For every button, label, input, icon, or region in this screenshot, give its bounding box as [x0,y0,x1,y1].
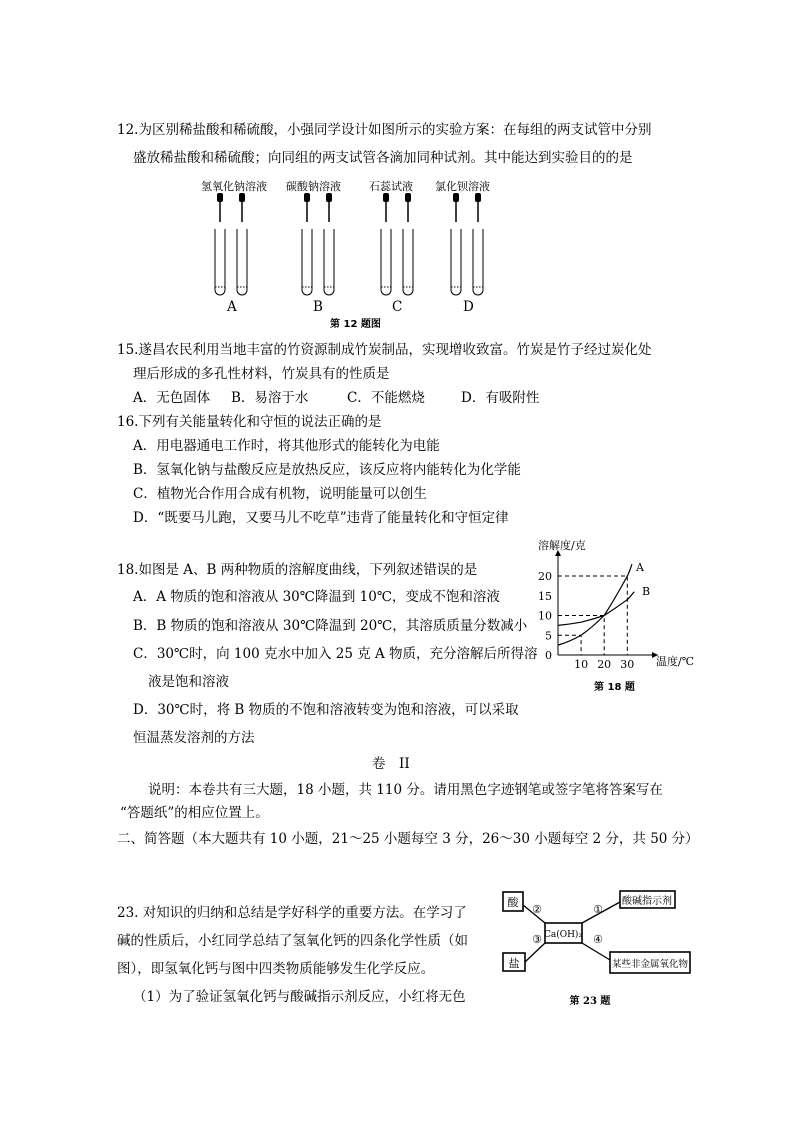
reagent-label: 石蕊试液 [369,180,413,193]
y-axis-label: 溶解度/克 [538,539,586,552]
q15-option: D．有吸附性 [461,390,540,406]
section-note: 说明：本卷共有三大题，18 小题，共 110 分。请用黑色字迹钢笔或签字笔将答案写在 [148,782,663,798]
q23-line: 图），即氢氧化钙与图中四类物质能够发生化学反应。 [117,961,435,977]
reagent-label: 氢氧化钠溶液 [201,180,267,193]
indicator-label: 酸碱指示剂 [622,896,672,907]
q18-stem: 18.如图是 A、B 两种物质的溶解度曲线，下列叙述错误的是 [117,562,478,578]
q16-option: D．“既要马儿跑，又要马儿不吃草”违背了能量转化和守恒定律 [133,510,509,526]
y-tick-label: 15 [538,589,552,603]
y-tick-label: 20 [538,570,552,583]
q18-option-d: D．30℃时，将 B 物质的不饱和溶液转变为饱和溶液，可以采取 [133,702,519,718]
marker-4: ④ [593,933,603,946]
section-title: 卷 II [372,756,410,772]
y-tick-label: 0 [545,649,552,662]
q23-line: 23. 对知识的归纳和总结是学好科学的重要方法。在学习了 [117,905,467,921]
marker-1: ① [593,903,603,916]
marker-3: ③ [532,933,542,946]
q18-option-d-cont: 恒温蒸发溶剂的方法 [133,730,255,746]
oxide-label: 某些非金属氧化物 [611,959,689,970]
q15-option: A．无色固体 [133,390,211,406]
x-tick-label: 10 [574,658,589,671]
section-note: “答题纸”的相应位置上。 [120,805,269,821]
q16-option: A．用电器通电工作时，将其他形式的能转化为电能 [133,438,440,454]
salt-label: 盐 [508,957,520,970]
group-letter: A [227,299,237,315]
y-tick-label: 5 [545,629,552,643]
q12-line2: 盛放稀盐酸和稀硫酸；向同组的两支试管各滴加同种试剂。其中能达到实验目的的是 [133,150,633,166]
x-tick-label: 30 [620,658,635,671]
curve-label-b: B [642,585,651,598]
figure-caption: 第 18 题 [594,682,635,693]
curve-label-a: A [636,561,644,574]
group-letter: B [313,299,323,315]
q18-option-c: C．30℃时，向 100 克水中加入 25 克 A 物质，充分溶解后所得溶 [133,646,538,662]
q15-line1: 15.遂昌农民利用当地丰富的竹资源制成竹炭制品，实现增收致富。竹炭是竹子经过炭化处 [117,342,652,358]
q15-line2: 理后形成的多孔性材料，竹炭具有的性质是 [133,366,390,382]
figure-caption: 第 12 题图 [330,319,381,330]
q18-option-a: A．A 物质的饱和溶液从 30℃降温到 10℃，变成不饱和溶液 [133,589,500,605]
q16-option: B．氢氧化钠与盐酸反应是放热反应，该反应将内能转化为化学能 [133,462,521,478]
y-tick-label: 10 [538,609,552,623]
group-letter: D [463,299,474,315]
group-letter: C [392,299,403,315]
caoh2-label: Ca(OH)₂ [543,930,583,940]
q23-line: 碱的性质后，小红同学总结了氢氧化钙的四条化学性质（如 [117,933,468,949]
reagent-label: 氯化钡溶液 [435,180,490,193]
q16-option: C．植物光合作用合成有机物，说明能量可以创生 [133,486,427,502]
q23-line: （1）为了验证氢氧化钙与酸碱指示剂反应，小红将无色 [133,989,466,1005]
q18-option-b: B．B 物质的饱和溶液从 30℃降温到 20℃，其溶质质量分数减小 [133,618,528,634]
figure-caption: 第 23 题 [569,996,611,1007]
acid-label: 酸 [507,896,519,909]
reagent-label: 碳酸钠溶液 [286,180,341,193]
q18-option-c-cont: 液是饱和溶液 [148,674,229,690]
x-tick-label: 20 [597,658,612,671]
x-axis-label: 温度/℃ [656,655,695,668]
q15-option: C．不能燃烧 [347,390,425,406]
q12-line1: 12.为区别稀盐酸和稀硫酸，小强同学设计如图所示的实验方案：在每组的两支试管中分别 [117,122,652,138]
marker-2: ② [532,903,542,916]
q16-stem: 16.下列有关能量转化和守恒的说法正确的是 [117,414,382,430]
section-heading: 二、简答题（本大题共有 10 小题，21～25 小题每空 3 分，26～30 小题每空 2 分，共 50 分） [117,831,699,847]
q15-option: B．易溶于水 [231,390,309,406]
